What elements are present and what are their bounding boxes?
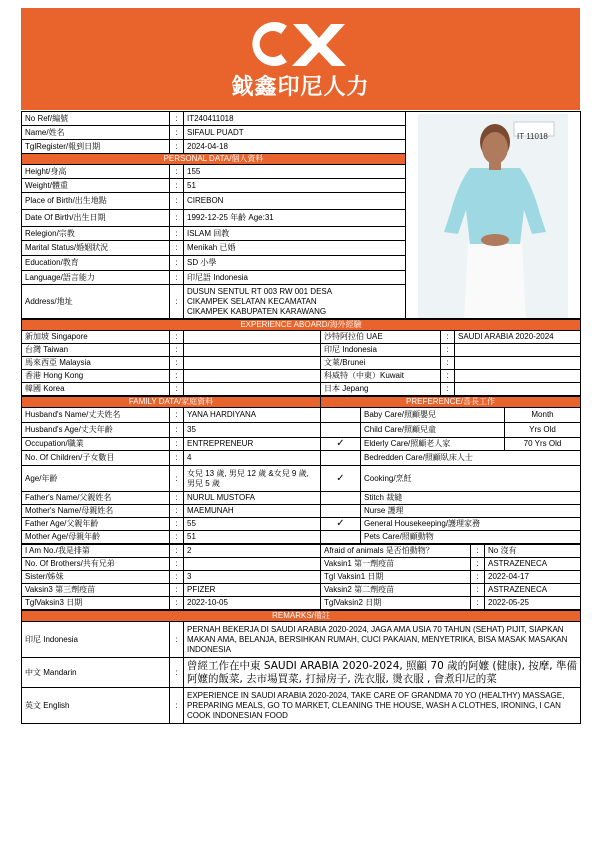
colon: :: [441, 331, 455, 344]
country-value: [184, 370, 321, 383]
tglvaksin2-label: TglVaksin2 日期: [321, 597, 471, 610]
mother-name-value: MAEMUNAH: [184, 505, 321, 518]
vaksin3-label: Vaksin3 第三劑疫苗: [22, 584, 170, 597]
pob-label: Place of Birth/出生地點: [22, 193, 170, 210]
colon: :: [471, 597, 485, 610]
country-label: 科威特（中東）Kuwait: [321, 370, 441, 383]
tglregister-value: 2024-04-18: [184, 140, 406, 154]
bedridden-care-check: [321, 451, 361, 466]
colon: :: [170, 451, 184, 466]
husband-name-value: YANA HARDIYANA: [184, 408, 321, 423]
photo-tag: IT 11018: [517, 132, 548, 141]
colon: :: [170, 165, 184, 179]
colon: :: [170, 408, 184, 423]
colon: :: [471, 571, 485, 584]
weight-value: 51: [184, 179, 406, 193]
colon: :: [170, 571, 184, 584]
afraid-label: Afraid of animals 是否怕動物？: [321, 545, 471, 558]
colon: :: [441, 344, 455, 357]
remark-zh-text: 曾經工作在中東 SAUDI ARABIA 2020-2024, 照顧 70 歲的阿嬤 (健康), 按摩, 準備阿嬤的飯菜, 去市場買菜, 打掃房子, 洗衣服, 燙衣服 , 會煮印尼的菜: [184, 658, 581, 688]
remark-id-text: PERNAH BEKERJA DI SAUDI ARABIA 2020-2024, JAGA AMA USIA 70 TAHUN (SEHAT) PIJIT, SIAPKAN MAKAN AMA, BELANJA, BERSIHKAN RUMAH, CUCI PAKAIAN, MENYETRIKA, BISA MASAK MASAKAN INDONESIA: [184, 622, 581, 658]
profile-table: [21, 111, 581, 319]
colon: :: [170, 241, 184, 256]
country-label: 日本 Jepang: [321, 383, 441, 396]
family-heading: FAMILY DATA/家庭資料: [22, 397, 321, 408]
colon: :: [471, 558, 485, 571]
remarks-table: [21, 610, 581, 724]
tglregister-label: TglRegister/報到日期: [22, 140, 170, 154]
stitch-label: Stitch 裁縫: [361, 492, 581, 505]
colon: :: [170, 423, 184, 438]
religion-label: Relegion/宗教: [22, 227, 170, 241]
husband-name-label: Husband's Name/丈夫姓名: [22, 408, 170, 423]
country-label: 台灣 Taiwan: [22, 344, 170, 357]
bedridden-care-label: Bedredden Care/照顧臥床人士: [361, 451, 581, 466]
address-line: DUSUN SENTUL RT 003 RW 001 DESA: [187, 286, 333, 296]
misc-table: [21, 544, 581, 610]
tglvaksin3-value: 2022-10-05: [184, 597, 321, 610]
vaksin2-label: Vaksin2 第二劑疫苗: [321, 584, 471, 597]
remark-en-label: 英文 English: [22, 688, 170, 724]
dob-label: Date Of Birth/出生日期: [22, 210, 170, 227]
religion-value: ISLAM 回教: [184, 227, 406, 241]
name-value: SIFAUL PUADT: [184, 126, 406, 140]
colon: :: [170, 492, 184, 505]
header-banner: [21, 8, 580, 110]
husband-age-value: 35: [184, 423, 321, 438]
country-value: [184, 357, 321, 370]
tglvaksin2-value: 2022-05-25: [485, 597, 581, 610]
colon: :: [170, 344, 184, 357]
nurse-label: Nurse 護理: [361, 505, 581, 518]
experience-row: [22, 370, 581, 383]
candidate-photo: [418, 114, 568, 319]
mother-name-label: Mother's Name/母親姓名: [22, 505, 170, 518]
age-label: Age/年齡: [22, 466, 170, 492]
personal-data-heading: PERSONAL DATA/個人資料: [22, 154, 406, 165]
marital-label: Marital Status/婚姻狀況: [22, 241, 170, 256]
father-name-label: Father's Name/父親姓名: [22, 492, 170, 505]
husband-age-label: Husband's Age/丈夫年齡: [22, 423, 170, 438]
housekeeping-label: General Housekeeping/護理家務: [361, 518, 581, 531]
colon: :: [170, 505, 184, 518]
colon: :: [170, 227, 184, 241]
country-label: 印尼 Indonesia: [321, 344, 441, 357]
colon: :: [170, 179, 184, 193]
country-value: [455, 383, 581, 396]
address-line: CIKAMPEK SELATAN KECAMATAN: [187, 296, 317, 306]
marital-value: Menikah 已婚: [184, 241, 406, 256]
child-care-value: Yrs Old: [505, 423, 581, 438]
experience-heading: EXPERIENCE ABOARD/海外經驗: [22, 320, 581, 331]
company-logo: [249, 18, 353, 70]
father-age-value: 55: [184, 518, 321, 531]
colon: :: [170, 126, 184, 140]
vaksin2-value: ASTRAZENECA: [485, 584, 581, 597]
country-label: 文萊/Brunei: [321, 357, 441, 370]
iam-label: I Am No./我是排第: [22, 545, 170, 558]
colon: :: [170, 357, 184, 370]
colon: :: [170, 658, 184, 688]
colon: :: [170, 558, 184, 571]
remark-id-label: 印尼 Indonesia: [22, 622, 170, 658]
baby-care-check: [321, 408, 361, 423]
sister-value: 3: [184, 571, 321, 584]
experience-row: [22, 331, 581, 344]
photo-cell: [406, 112, 581, 319]
colon: :: [170, 545, 184, 558]
experience-table: [21, 319, 581, 396]
address-value: [184, 285, 406, 319]
country-value: [455, 357, 581, 370]
experience-row: [22, 357, 581, 370]
country-label: 香港 Hong Kong: [22, 370, 170, 383]
colon: :: [170, 285, 184, 319]
colon: :: [170, 438, 184, 451]
country-value: [455, 370, 581, 383]
father-name-value: NURUL MUSTOFA: [184, 492, 321, 505]
pets-care-check: [321, 531, 361, 544]
colon: :: [441, 357, 455, 370]
father-age-label: Father Age/父親年齡: [22, 518, 170, 531]
tglvaksin3-label: TglVaksin3 日期: [22, 597, 170, 610]
family-preference-table: [21, 396, 581, 544]
brothers-label: No. Of Brothers/共有兄弟: [22, 558, 170, 571]
colon: :: [170, 383, 184, 396]
remarks-heading: REMARKS/備註: [22, 611, 581, 622]
country-label: 沙特阿拉伯 UAE: [321, 331, 441, 344]
colon: :: [441, 370, 455, 383]
country-value: [184, 344, 321, 357]
country-label: 韓國 Korea: [22, 383, 170, 396]
address-label: Address/地址: [22, 285, 170, 319]
height-value: 155: [184, 165, 406, 179]
colon: :: [170, 140, 184, 154]
vaksin1-value: ASTRAZENECA: [485, 558, 581, 571]
child-care-check: [321, 423, 361, 438]
afraid-value: No 沒有: [485, 545, 581, 558]
children-label: No. Of Children/子女數目: [22, 451, 170, 466]
cooking-label: Cooking/烹飪: [361, 466, 581, 492]
nurse-check: [321, 505, 361, 518]
tglvaksin1-value: 2022-04-17: [485, 571, 581, 584]
colon: :: [170, 112, 184, 126]
pob-value: CIREBON: [184, 193, 406, 210]
vaksin3-value: PFIZER: [184, 584, 321, 597]
no-ref-label: No Ref/編號: [22, 112, 170, 126]
children-value: 4: [184, 451, 321, 466]
height-label: Height/身高: [22, 165, 170, 179]
colon: :: [170, 622, 184, 658]
mother-age-value: 51: [184, 531, 321, 544]
iam-value: 2: [184, 545, 321, 558]
country-value: [455, 344, 581, 357]
country-label: 新加坡 Singapore: [22, 331, 170, 344]
colon: :: [170, 688, 184, 724]
address-line: CIKAMPEK KABUPATEN KARAWANG: [187, 306, 327, 316]
weight-label: Weight/體重: [22, 179, 170, 193]
colon: :: [441, 383, 455, 396]
baby-care-label: Baby Care/照顧嬰兒: [361, 408, 505, 423]
colon: :: [170, 256, 184, 271]
colon: :: [170, 331, 184, 344]
occupation-label: Occupation/職業: [22, 438, 170, 451]
elderly-care-check: ✓: [321, 438, 361, 451]
experience-row: [22, 344, 581, 357]
country-value: [184, 331, 321, 344]
housekeeping-check: ✓: [321, 518, 361, 531]
baby-care-value: Month: [505, 408, 581, 423]
company-name: 鉞鑫印尼人力: [231, 75, 370, 100]
education-label: Education/教育: [22, 256, 170, 271]
colon: :: [170, 210, 184, 227]
experience-row: [22, 383, 581, 396]
biodata-sheet: [21, 111, 580, 724]
colon: :: [471, 545, 485, 558]
colon: :: [471, 584, 485, 597]
remark-en-text: EXPERIENCE IN SAUDI ARABIA 2020-2024, TAKE CARE OF GRANDMA 70 YO (HEALTHY) MASSAGE, PREPARING MEALS, GO TO MARKET, CLEANING THE HOUSE, WASH A CLOTHES, IRONING, I CAN COOK INDONESIAN FOOD: [184, 688, 581, 724]
colon: :: [170, 370, 184, 383]
education-value: SD 小學: [184, 256, 406, 271]
name-label: Name/姓名: [22, 126, 170, 140]
language-value: 印尼語 Indonesia: [184, 271, 406, 285]
preference-heading: PREFERENCE/喜長工作: [321, 397, 581, 408]
language-label: Language/語言能力: [22, 271, 170, 285]
colon: :: [170, 271, 184, 285]
vaksin1-label: Vaksin1 第一劑疫苗: [321, 558, 471, 571]
colon: :: [170, 518, 184, 531]
country-value: [184, 383, 321, 396]
tglvaksin1-label: Tgl Vaksin1 日期: [321, 571, 471, 584]
stitch-check: [321, 492, 361, 505]
elderly-care-label: Elderly Care/照顧老人家: [361, 438, 505, 451]
age-value: 女兒 13 歲, 男兒 12 歲 &女兒 9 歲, 男兒 5 歲: [184, 466, 321, 492]
no-ref-value: IT240411018: [184, 112, 406, 126]
mother-age-label: Mother Age/母親年齡: [22, 531, 170, 544]
brothers-value: [184, 558, 321, 571]
colon: :: [170, 531, 184, 544]
colon: :: [170, 466, 184, 492]
dob-value: 1992-12-25 年齡 Age:31: [184, 210, 406, 227]
elderly-care-value: 70 Yrs Old: [505, 438, 581, 451]
sister-label: Sister/姊妹: [22, 571, 170, 584]
child-care-label: Child Care/照顧兒童: [361, 423, 505, 438]
cooking-check: ✓: [321, 466, 361, 492]
country-value: SAUDI ARABIA 2020-2024: [455, 331, 581, 344]
country-label: 馬來西亞 Malaysia: [22, 357, 170, 370]
colon: :: [170, 584, 184, 597]
remark-zh-label: 中文 Mandarin: [22, 658, 170, 688]
pets-care-label: Pets Care/照顧動物: [361, 531, 581, 544]
colon: :: [170, 193, 184, 210]
colon: :: [170, 597, 184, 610]
occupation-value: ENTREPRENEUR: [184, 438, 321, 451]
